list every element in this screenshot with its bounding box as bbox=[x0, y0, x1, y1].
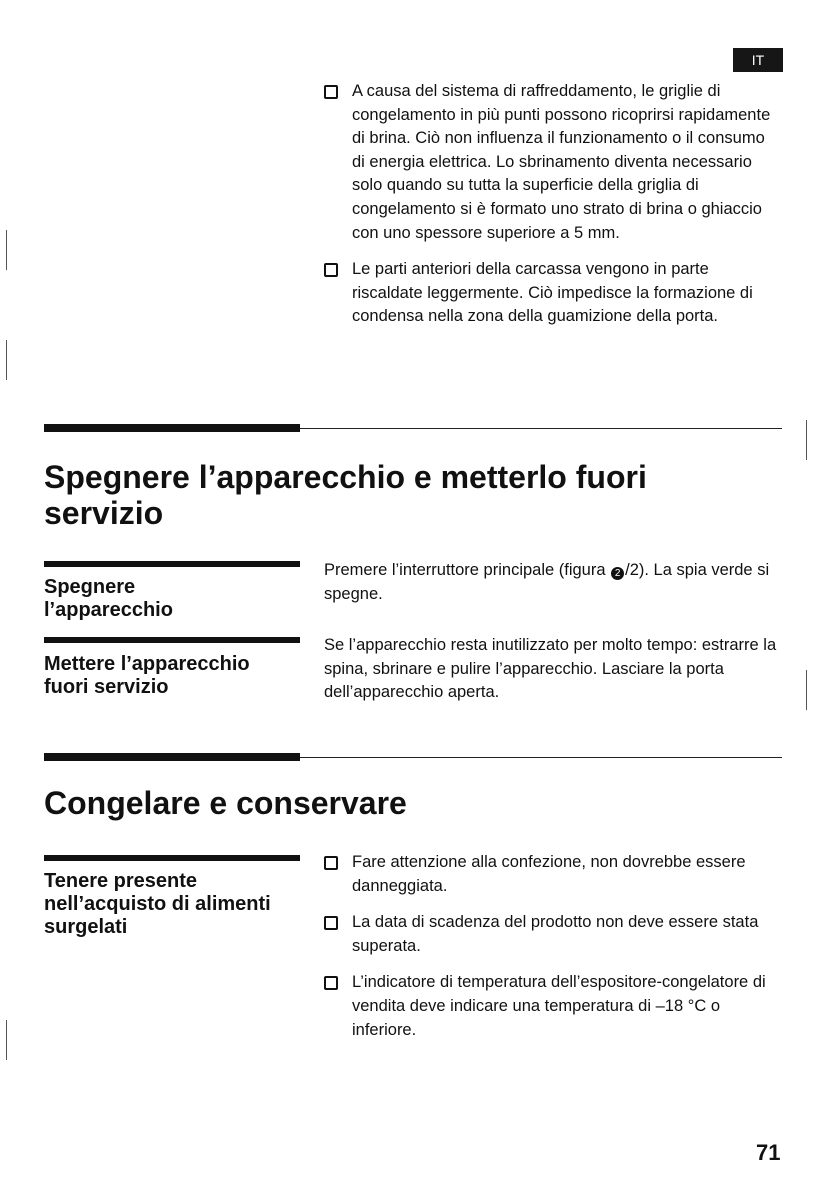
section-title: Spegnere l’apparecchio e metterlo fuori servizio bbox=[44, 459, 647, 531]
subsection-bar bbox=[44, 855, 300, 861]
figure-reference-icon: 2 bbox=[611, 567, 624, 580]
section-divider bbox=[44, 757, 782, 758]
subsection-bar bbox=[44, 561, 300, 567]
subsection-heading: Spegnere l’apparecchio bbox=[44, 576, 173, 621]
list-item bbox=[324, 851, 782, 898]
scan-edge-mark bbox=[6, 230, 7, 270]
bullet-text: L’indicatore di temperatura dell’espositore-congelatore di vendita deve indicare una temperatura di –18 °C o inferiore. bbox=[352, 973, 766, 1039]
checkbox-bullet-icon bbox=[324, 976, 338, 990]
bullet-text: Fare attenzione alla confezione, non dovrebbe essere danneggiata. bbox=[352, 853, 746, 895]
intro-bullet-list bbox=[324, 80, 782, 342]
page-number: 71 bbox=[756, 1140, 781, 1165]
scan-edge-mark bbox=[6, 1020, 7, 1060]
bullet-text: La data di scadenza del prodotto non deve essere stata superata. bbox=[352, 913, 759, 955]
section-title: Congelare e conservare bbox=[44, 785, 407, 821]
list-item bbox=[324, 80, 782, 245]
section-divider bbox=[44, 428, 782, 429]
scan-edge-mark bbox=[6, 340, 7, 380]
subsection-heading: Mettere l’apparecchio fuori servizio bbox=[44, 653, 250, 698]
bullet-text: A causa del sistema di raffreddamento, le griglie di congelamento in più punti possono ricoprirsi rapidamente di brina. Ciò non influenza il funzionamento o il consumo di energia elettrica. Lo sbrinamento diventa necessario solo quando su tutta la superficie della griglia di congelamento si è formato uno strato di brina o ghiaccio con uno spessore superiore a 5 mm. bbox=[352, 82, 771, 242]
purchase-bullet-list bbox=[324, 851, 782, 1055]
list-item bbox=[324, 971, 782, 1042]
paragraph: Se l’apparecchio resta inutilizzato per molto tempo: estrarre la spina, sbrinare e pulire l’apparecchio. Lasciare la porta dell’apparecchio aperta. bbox=[324, 636, 777, 702]
paragraph: Premere l’interruttore principale (figura 2 /2). La spia verde si spegne. bbox=[324, 561, 770, 603]
subsection-bar bbox=[44, 637, 300, 643]
subsection-heading: Tenere presente nell’acquisto di alimenti surgelati bbox=[44, 870, 271, 938]
checkbox-bullet-icon bbox=[324, 263, 338, 277]
checkbox-bullet-icon bbox=[324, 856, 338, 870]
list-item bbox=[324, 911, 782, 958]
checkbox-bullet-icon bbox=[324, 916, 338, 930]
scan-edge-mark bbox=[806, 670, 807, 710]
list-item bbox=[324, 258, 782, 329]
checkbox-bullet-icon bbox=[324, 85, 338, 99]
bullet-text: Le parti anteriori della carcassa vengono in parte riscaldate leggermente. Ciò impedisce la formazione di condensa nella zona della guamizione della porta. bbox=[352, 260, 753, 326]
scan-edge-mark bbox=[806, 420, 807, 460]
language-badge: IT bbox=[733, 48, 783, 72]
